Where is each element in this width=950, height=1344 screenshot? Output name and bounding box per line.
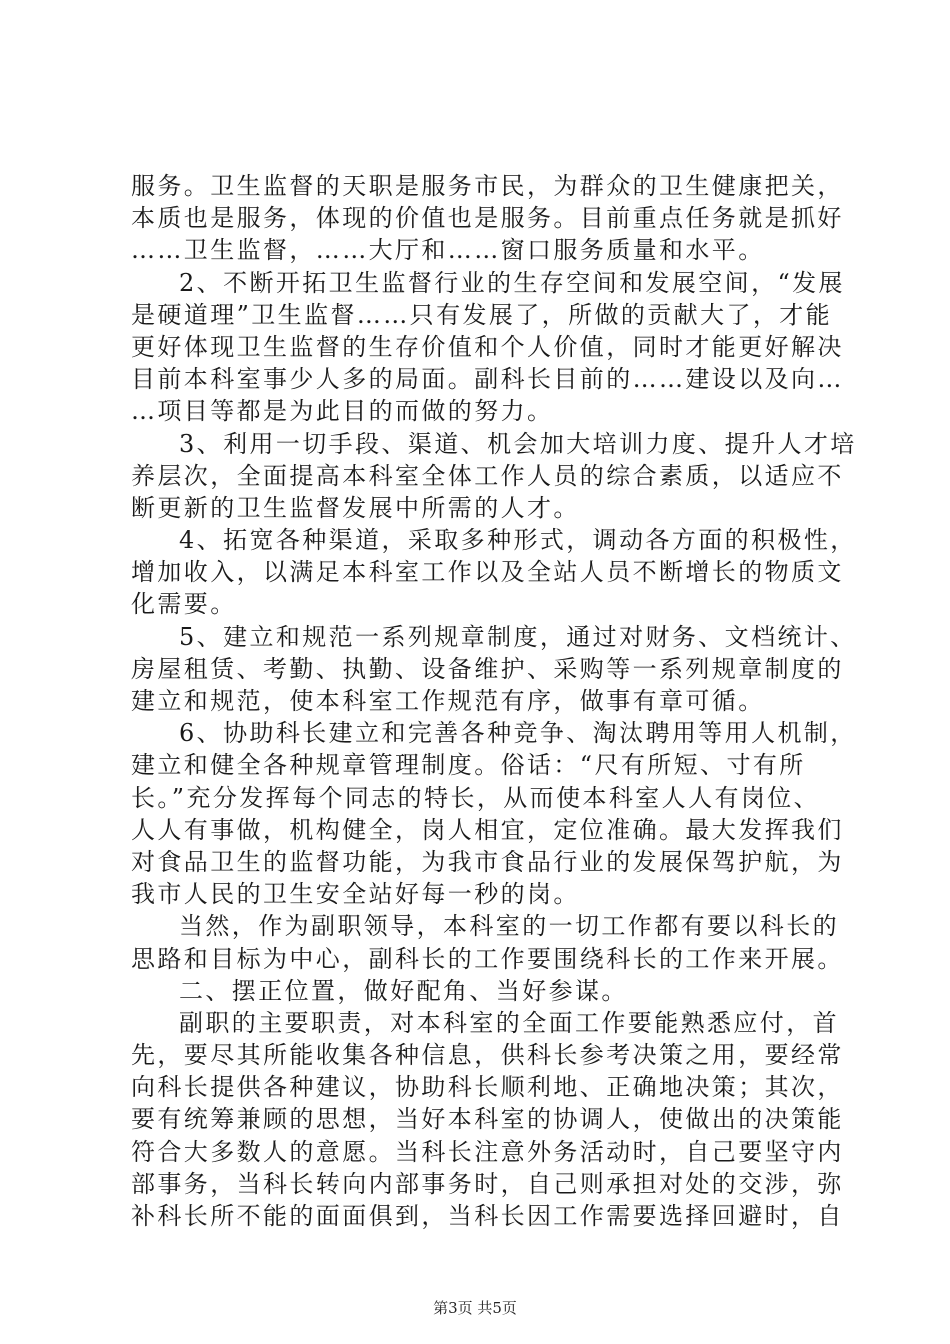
text-line: 二、摆正位置，做好配角、当好参谋。: [179, 976, 628, 1005]
text-line: 5、建立和规范一系列规章制度，通过对财务、文档统计、: [179, 622, 857, 651]
text-line: 要有统筹兼顾的思想，当好本科室的协调人，使做出的决策能: [131, 1105, 844, 1134]
text-line: 部事务，当科长转向内部事务时，自己则承担对处的交涉，弥: [131, 1169, 844, 1198]
text-line: 2、不断开拓卫生监督行业的生存空间和发展空间，“发展: [179, 268, 845, 297]
text-line: 人人有事做，机构健全，岗人相宜，定位准确。最大发挥我们: [131, 815, 844, 844]
text-line: ……卫生监督，……大厅和……窗口服务质量和水平。: [131, 236, 765, 265]
text-line: 房屋租赁、考勤、执勤、设备维护、采购等一系列规章制度的: [131, 654, 844, 683]
text-line: 对食品卫生的监督功能，为我市食品行业的发展保驾护航，为: [131, 847, 844, 876]
text-line: 养层次，全面提高本科室全体工作人员的综合素质，以适应不: [131, 461, 844, 490]
text-line: 增加收入，以满足本科室工作以及全站人员不断增长的物质文: [131, 558, 844, 587]
text-line: 目前本科室事少人多的局面。副科长目前的……建设以及向…: [131, 365, 844, 394]
text-line: 长。”充分发挥每个同志的特长，从而使本科室人人有岗位、: [131, 783, 821, 812]
text-line: 思路和目标为中心，副科长的工作要围绕科长的工作来开展。: [131, 944, 844, 973]
text-line: 化需要。: [131, 590, 237, 619]
text-line: 建立和健全各种规章管理制度。俗话：“尺有所短、寸有所: [131, 751, 806, 780]
text-line: 我市人民的卫生安全站好每一秒的岗。: [131, 880, 580, 909]
text-line: 当然，作为副职领导，本科室的一切工作都有要以科长的: [179, 912, 839, 941]
page-footer: 第3页 共5页: [433, 1299, 517, 1317]
text-line: 符合大多数人的意愿。当科长注意外务活动时，自己要坚守内: [131, 1137, 844, 1166]
text-line: 更好体现卫生监督的生存价值和个人价值，同时才能更好解决: [131, 332, 844, 361]
text-line: 服务。卫生监督的天职是服务市民，为群众的卫生健康把关，: [131, 172, 844, 200]
text-line: 断更新的卫生监督发展中所需的人才。: [131, 493, 580, 522]
text-line: 是硬道理”卫生监督……只有发展了，所做的贡献大了，才能: [131, 300, 833, 329]
text-line: …项目等都是为此目的而做的努力。: [131, 397, 554, 426]
body-text: [131, 170, 857, 1232]
text-line: 先，要尽其所能收集各种信息，供科长参考决策之用，要经常: [131, 1041, 844, 1070]
text-line: 本质也是服务，体现的价值也是服务。目前重点任务就是抓好: [131, 204, 844, 233]
text-line: 6、协助科长建立和完善各种竞争、淘汰聘用等用人机制，: [179, 719, 857, 748]
text-line: 3、利用一切手段、渠道、机会加大培训力度、提升人才培: [179, 429, 857, 458]
text-line: 副职的主要职责，对本科室的全面工作要能熟悉应付，首: [179, 1008, 839, 1037]
text-line: 补科长所不能的面面俱到，当科长因工作需要选择回避时，自: [131, 1202, 844, 1230]
text-line: 向科长提供各种建议，协助科长顺利地、正确地决策；其次，: [131, 1073, 844, 1102]
text-line: 建立和规范，使本科室工作规范有序，做事有章可循。: [131, 687, 765, 715]
text-line: 4、拓宽各种渠道，采取多种形式，调动各方面的积极性，: [179, 526, 857, 555]
